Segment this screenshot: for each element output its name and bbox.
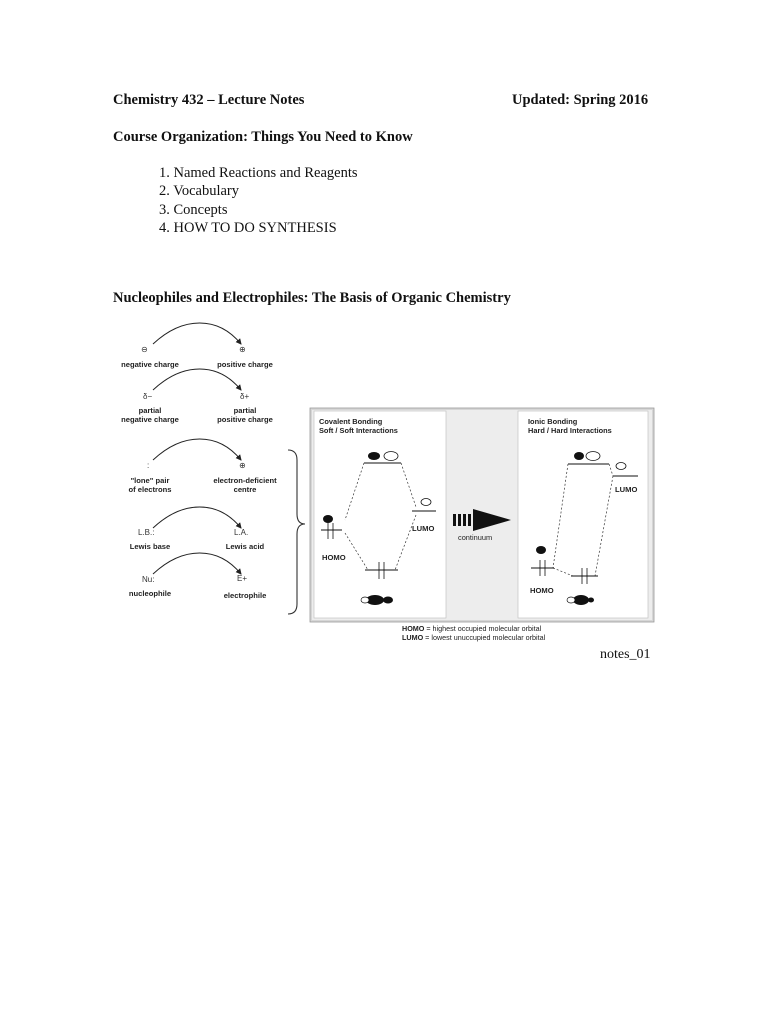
negative-charge-symbol: ⊖ <box>141 345 148 354</box>
nucleophile-label: nucleophile <box>128 589 172 598</box>
partial-negative-label: partial negative charge <box>121 406 179 424</box>
orbital-legend <box>402 625 545 642</box>
list-item: 2. Vocabulary <box>159 183 240 200</box>
list-item: 3. Concepts <box>159 201 228 218</box>
partial-positive-symbol: δ+ <box>240 392 250 401</box>
negative-charge-label: negative charge <box>121 360 179 369</box>
legend-homo-abbr: HOMO <box>402 624 425 633</box>
page-label: notes_01 <box>600 647 651 662</box>
lone-pair-symbol: : <box>147 461 150 470</box>
lewis-acid-label: Lewis acid <box>225 542 265 551</box>
document-title: Chemistry 432 – Lecture Notes <box>113 92 305 108</box>
legend-homo-def: = highest occupied molecular orbital <box>424 624 542 633</box>
organization-list <box>159 164 358 237</box>
lone-pair-label: "lone" pair of electrons <box>128 476 172 494</box>
brace <box>288 450 305 614</box>
arrow-pair-1 <box>153 323 241 344</box>
covalent-lumo-label: LUMO <box>412 524 435 533</box>
nucleophile-symbol: Nu: <box>142 575 155 584</box>
list-item: 4. HOW TO DO SYNTHESIS <box>159 219 337 236</box>
legend-lumo <box>402 634 545 643</box>
electrophile-symbol: E+ <box>237 574 248 583</box>
legend-lumo-abbr: LUMO <box>402 632 424 642</box>
lewis-base-label: Lewis base <box>129 542 171 551</box>
nucleophile-electrophile-figure <box>113 318 658 648</box>
lewis-acid-symbol: L.A. <box>234 528 249 537</box>
partial-negative-symbol: δ− <box>143 392 153 401</box>
electron-deficient-symbol: ⊕ <box>239 461 246 470</box>
list-item: 1. Named Reactions and Reagents <box>159 165 358 181</box>
covalent-panel <box>314 411 446 618</box>
ionic-lumo-label: LUMO <box>615 485 638 494</box>
section-heading: Nucleophiles and Electrophiles: The Basis of Organic Chemistry <box>113 290 511 306</box>
covalent-homo-label: HOMO <box>322 553 346 562</box>
positive-charge-symbol: ⊕ <box>239 345 246 354</box>
updated-date: Updated: Spring 2016 <box>512 92 649 108</box>
arrow-pair-3 <box>153 439 241 460</box>
organization-heading: Course Organization: Things You Need to Know <box>113 129 413 145</box>
partial-positive-label: partial positive charge <box>217 406 273 424</box>
covalent-bonding-title: Covalent Bonding Soft / Soft Interactions <box>319 417 398 435</box>
positive-charge-label: positive charge <box>217 360 273 369</box>
continuum-label: continuum <box>458 533 493 542</box>
figure-graphics <box>113 318 658 648</box>
ionic-homo-label: HOMO <box>530 586 554 595</box>
arrow-pair-5 <box>153 553 241 574</box>
electron-deficient-label: electron-deficient centre <box>213 476 277 494</box>
legend-lumo-def: = lowest unuccupied molecular orbital <box>423 632 546 642</box>
arrow-pair-4 <box>153 507 241 528</box>
ionic-bonding-title: Ionic Bonding Hard / Hard Interactions <box>528 417 612 435</box>
electrophile-label: electrophile <box>223 591 267 600</box>
lewis-base-symbol: L.B.: <box>138 528 155 537</box>
arrow-pair-2 <box>153 369 241 390</box>
